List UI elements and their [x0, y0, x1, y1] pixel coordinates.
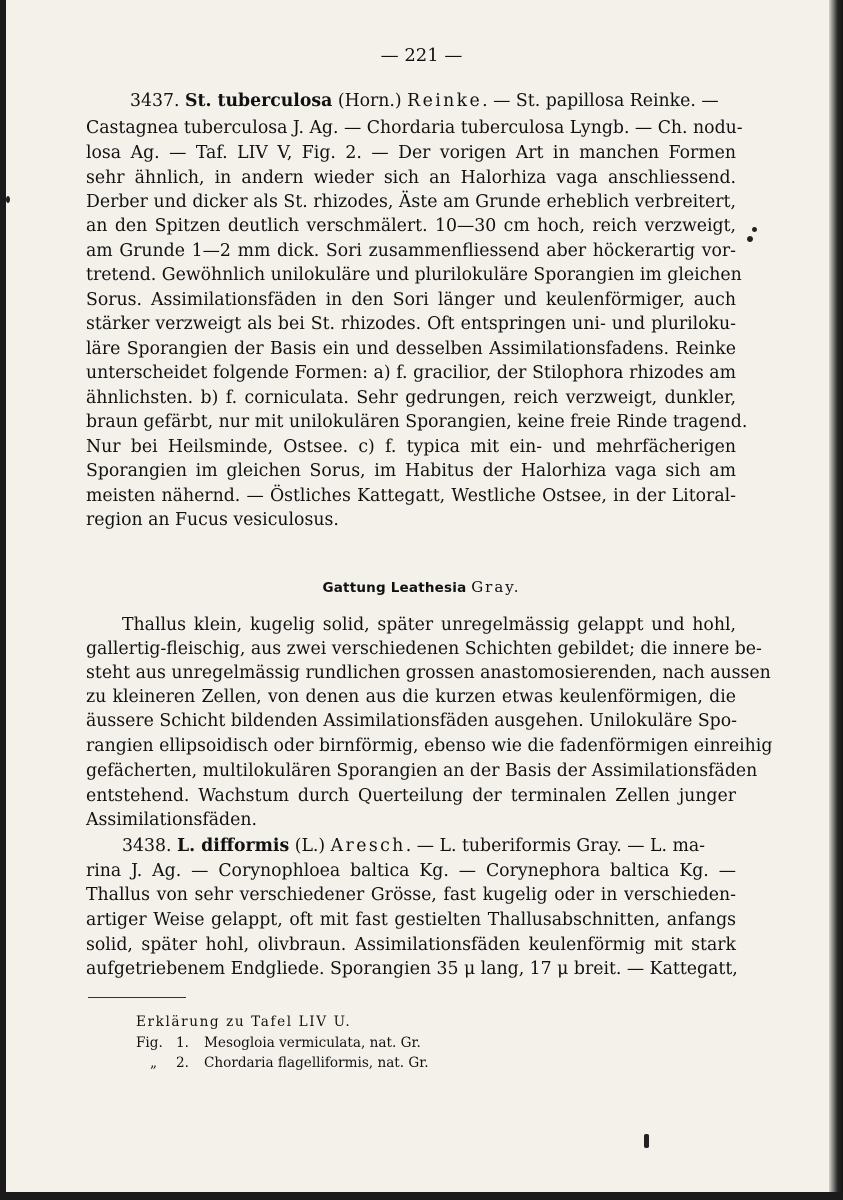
- genus-description-line: entstehend. Wachstum durch Querteilung der terminalen Zellen junger: [86, 786, 736, 806]
- footnote-item-number: 1.: [176, 1035, 189, 1051]
- species-3437-line: ähnlichsten. b) f. corniculata. Sehr gedrungen, reich verzweigt, dunkler,: [86, 388, 736, 408]
- genus-description-line: rangien ellipsoidisch oder birnförmig, ebenso wie die fadenförmigen einreihig: [86, 736, 773, 756]
- page-number: — 221 —: [380, 45, 463, 66]
- species-3437-line: losa Ag. — Taf. LIV V, Fig. 2. — Der vorigen Art in manchen Formen: [86, 143, 736, 163]
- footnote-title: Erklärung zu Tafel LIV U.: [136, 1014, 352, 1030]
- species-3437-line: Sporangien im gleichen Sorus, im Habitus der Halorhiza vaga sich am: [86, 461, 736, 481]
- species-3437-line: läre Sporangien der Basis ein und desselben Assimilationsfadens. Reinke: [86, 339, 736, 359]
- footnote-item-text: Mesogloia vermiculata, nat. Gr.: [204, 1035, 421, 1051]
- species-name: St. tuberculosa: [184, 91, 333, 111]
- genus-description-line: gefächerten, multilokulären Sporangien an der Basis der Assimilationsfäden: [86, 761, 758, 781]
- species-3438-header: [122, 834, 736, 858]
- species-3437-line: am Grunde 1—2 mm dick. Sori zusammenfliessend aber höckerartig vor-: [86, 241, 736, 261]
- species-3437-line: stärker verzweigt als bei St. rhizodes. Oft entspringen uni- und pluriloku-: [86, 314, 736, 334]
- species-3437-line: Nur bei Heilsminde, Ostsee. c) f. typica mit ein- und mehrfächerigen: [86, 437, 736, 457]
- footnote-item-text: Chordaria flagelliformis, nat. Gr.: [204, 1055, 429, 1071]
- footnote-ditto-mark: „: [150, 1055, 158, 1071]
- species-3438-line: Thallus von sehr verschiedener Grösse, fast kugelig oder in verschieden-: [86, 885, 736, 905]
- species-number: 3438.: [122, 836, 172, 856]
- genus-heading: [0, 578, 843, 596]
- species-3437-line: Castagnea tuberculosa J. Ag. — Chordaria tuberculosa Lyngb. — Ch. nodu-: [86, 118, 743, 138]
- species-number: 3437.: [130, 91, 180, 111]
- scan-speck: [6, 196, 10, 203]
- species-3438-line: rina J. Ag. — Corynophloea baltica Kg. — Corynephora baltica Kg. —: [86, 861, 736, 881]
- footnote-rule: [88, 997, 186, 998]
- genus-description-line: Assimilationsfäden.: [86, 810, 257, 830]
- scan-speck: [747, 236, 753, 242]
- species-name: L. difformis: [176, 836, 290, 856]
- species-3437-line: region an Fucus vesiculosus.: [86, 510, 339, 530]
- species-3438-line: artiger Weise gelappt, oft mit fast gestielten Thallusabschnitten, anfangs: [86, 910, 736, 930]
- scan-edge-right: [829, 0, 843, 1200]
- species-3437-line: tretend. Gewöhnlich unilokuläre und plurilokuläre Sporangien im gleichen: [86, 265, 742, 285]
- genus-description-line: äussere Schicht bildenden Assimilationsfäden ausgehen. Unilokuläre Spo-: [86, 711, 737, 731]
- genus-description-line: steht aus unregelmässig rundlichen grossen anastomosierenden, nach aussen: [86, 663, 771, 683]
- scan-edge-left: [0, 0, 6, 1200]
- genus-author: Gray.: [471, 578, 521, 596]
- scan-speck: [644, 1134, 649, 1148]
- species-3437-header: [130, 89, 736, 113]
- genus-name: Gattung Leathesia: [322, 580, 467, 596]
- species-3437-line: braun gefärbt, nur mit unilokulären Sporangien, keine freie Rinde tragend.: [86, 412, 748, 432]
- scan-speck: [752, 227, 757, 232]
- species-3438-line: aufgetriebenem Endgliede. Sporangien 35 μ lang, 17 μ breit. — Kattegatt,: [86, 959, 738, 979]
- species-3437-line: unterscheidet folgende Formen: a) f. gracilior, der Stilophora rhizodes am: [86, 363, 736, 383]
- species-3438-line: solid, später hohl, olivbraun. Assimilationsfäden keulenförmig mit stark: [86, 935, 736, 955]
- footnote-item-number: 2.: [176, 1055, 189, 1071]
- species-3437-line: Sorus. Assimilationsfäden in den Sori länger und keulenförmiger, auch: [86, 290, 736, 310]
- species-3437-line: sehr ähnlich, in andern wieder sich an Halorhiza vaga anschliessend.: [86, 168, 736, 188]
- species-3437-line: meisten nähernd. — Östliches Kattegatt, Westliche Ostsee, in der Litoral-: [86, 486, 736, 506]
- genus-description-line: gallertig-fleischig, aus zwei verschiedenen Schichten gebildet; die innere be-: [86, 639, 762, 659]
- genus-description-line: zu kleineren Zellen, von denen aus die kurzen etwas keulenförmigen, die: [86, 687, 736, 707]
- footnote-fig-label: Fig.: [136, 1035, 163, 1051]
- species-author: (L.) Aresch. — L. tuberiformis Gray. — L. ma-: [294, 836, 706, 856]
- scan-edge-bottom: [0, 1192, 843, 1200]
- species-3437-line: an den Spitzen deutlich verschmälert. 10—30 cm hoch, reich verzweigt,: [86, 216, 736, 236]
- genus-description-line: Thallus klein, kugelig solid, später unregelmässig gelappt und hohl,: [122, 615, 736, 635]
- species-author: (Horn.) Reinke. — St. papillosa Reinke. —: [337, 91, 719, 111]
- species-3437-line: Derber und dicker als St. rhizodes, Äste am Grunde erheblich verbreitert,: [86, 192, 736, 212]
